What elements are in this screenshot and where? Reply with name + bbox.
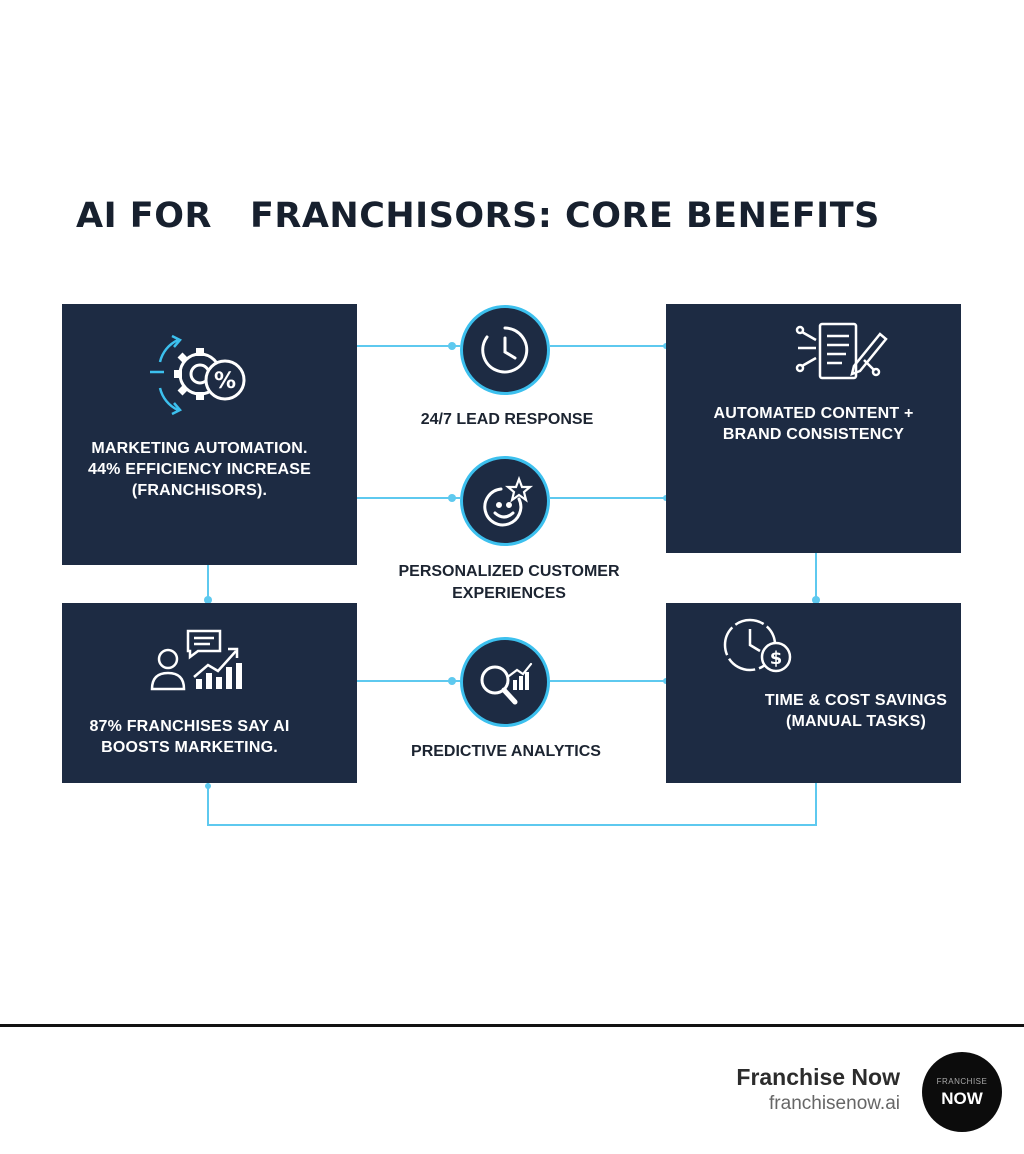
person-chat-chart-icon xyxy=(148,627,248,695)
clock-dollar-icon xyxy=(722,615,796,679)
clock-icon xyxy=(463,308,547,392)
magnifier-chart-icon xyxy=(463,640,547,724)
smiley-star-icon xyxy=(463,459,547,543)
document-pen-icon xyxy=(794,318,890,384)
personalized-label: PERSONALIZED CUSTOMER EXPERIENCES xyxy=(398,563,620,602)
predictive-label: PREDICTIVE ANALYTICS xyxy=(411,743,601,760)
brand-name: Franchise Now xyxy=(736,1064,900,1090)
marketing-automation-text: MARKETING AUTOMATION. 44% EFFICIENCY INCREASE (FRANCHISORS). xyxy=(87,440,312,499)
svg-text:%: % xyxy=(213,369,237,394)
franchise-now-logo xyxy=(922,1052,1002,1132)
gear-percent-icon xyxy=(150,330,260,420)
automated-content-card xyxy=(666,304,961,553)
time-cost-card xyxy=(666,603,961,783)
footer-divider xyxy=(0,1024,1024,1027)
automated-content-text: AUTOMATED CONTENT + BRAND CONSISTENCY xyxy=(713,405,914,443)
time-cost-text: TIME & COST SAVINGS (MANUAL TASKS) xyxy=(764,692,948,730)
brand-block xyxy=(736,1064,900,1115)
brand-url[interactable]: franchisenow.ai xyxy=(769,1093,900,1114)
franchises-say-card xyxy=(62,603,357,783)
svg-text:$: $ xyxy=(769,648,783,669)
lead-response-badge xyxy=(460,305,550,395)
personalized-badge xyxy=(460,456,550,546)
logo-main-text: NOW xyxy=(941,1089,983,1108)
predictive-badge xyxy=(460,637,550,727)
franchises-say-text: 87% FRANCHISES SAY AI BOOSTS MARKETING. xyxy=(89,718,290,756)
logo-top-text: FRANCHISE xyxy=(936,1077,988,1086)
marketing-automation-card xyxy=(62,304,357,565)
page-title: AI FOR FRANCHISORS: CORE BENEFITS xyxy=(76,196,880,236)
lead-response-label: 24/7 LEAD RESPONSE xyxy=(420,411,594,428)
